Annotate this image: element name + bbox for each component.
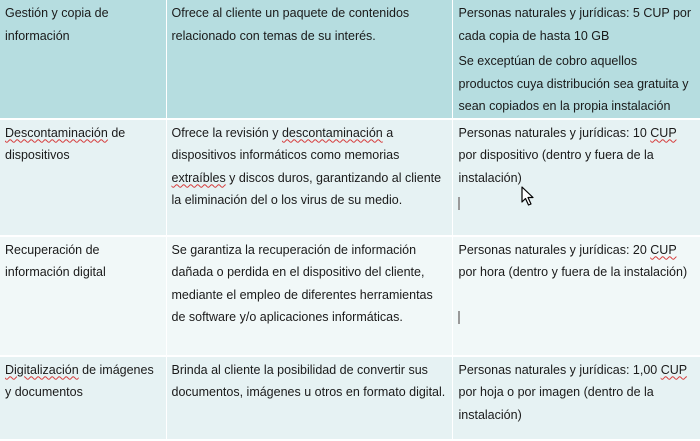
service-price-note: Se exceptúan de cobro aquellos productos cuya distribución sea gratuita y sean copiados en la propia instalación: [458, 54, 689, 113]
service-description: Ofrece la revisión y: [171, 125, 282, 140]
service-description: Ofrece al cliente un paquete de contenidos relacionado con temas de su interés.: [171, 6, 410, 43]
service-price-cell[interactable]: [452, 356, 700, 440]
service-price-cell[interactable]: [452, 236, 700, 356]
service-description-misspelled: descontaminación: [281, 125, 383, 140]
service-price-misspelled: CUP: [660, 362, 687, 377]
service-description: Se garantiza la recuperación de información dañada o perdida en el dispositivo del cliente, mediante el empleo de diferentes herramientas de software y/o aplicaciones informáticas.: [171, 242, 433, 324]
service-price-cell[interactable]: [452, 0, 700, 119]
table-row: [0, 119, 700, 236]
service-price: por hora (dentro y fuera de la instalación): [458, 265, 688, 279]
service-price: por dispositivo (dentro y fuera de la instalación): [458, 148, 654, 185]
service-name: de dispositivos: [5, 125, 126, 162]
text-caret: [458, 197, 460, 210]
service-price: Personas naturales y jurídicas: 20: [458, 242, 651, 257]
service-price-misspelled: CUP: [650, 125, 677, 140]
service-name-cell[interactable]: [0, 0, 166, 119]
table-row: [0, 0, 700, 119]
service-price: por hoja o por imagen (dentro de la instalación): [458, 385, 654, 422]
service-description-cell[interactable]: [166, 119, 452, 236]
service-name: de imágenes y documentos: [5, 362, 154, 399]
service-name-cell[interactable]: [0, 236, 166, 356]
service-name-misspelled: Digitalización: [5, 362, 79, 377]
table-row: [0, 236, 700, 356]
service-price-misspelled: CUP: [650, 242, 677, 257]
service-name: Recuperación de información digital: [5, 242, 106, 279]
table-row: [0, 356, 700, 440]
service-description-cell[interactable]: [166, 0, 452, 119]
service-name-cell[interactable]: [0, 119, 166, 236]
service-description: y discos duros, garantizando al cliente la eliminación del o los virus de su medio.: [171, 170, 442, 207]
text-caret: [458, 311, 460, 324]
service-name-cell[interactable]: [0, 356, 166, 440]
service-price: Personas naturales y jurídicas: 5 CUP por cada copia de hasta 10 GB: [458, 6, 692, 43]
service-price: Personas naturales y jurídicas: 10: [458, 125, 651, 140]
service-price: Personas naturales y jurídicas: 1,00: [458, 362, 661, 377]
service-description: Brinda al cliente la posibilidad de convertir sus documentos, imágenes u otros en formato digital.: [171, 362, 446, 399]
service-description-misspelled: extraíbles: [171, 170, 226, 185]
service-description-cell[interactable]: [166, 356, 452, 440]
service-description: a dispositivos informáticos como memorias: [171, 125, 400, 162]
mouse-pointer-icon: [521, 186, 535, 206]
service-price-cell[interactable]: [452, 119, 700, 236]
service-name-misspelled: Descontaminación: [5, 125, 108, 140]
service-description-cell[interactable]: [166, 236, 452, 356]
service-name: Gestión y copia de información: [5, 6, 109, 43]
